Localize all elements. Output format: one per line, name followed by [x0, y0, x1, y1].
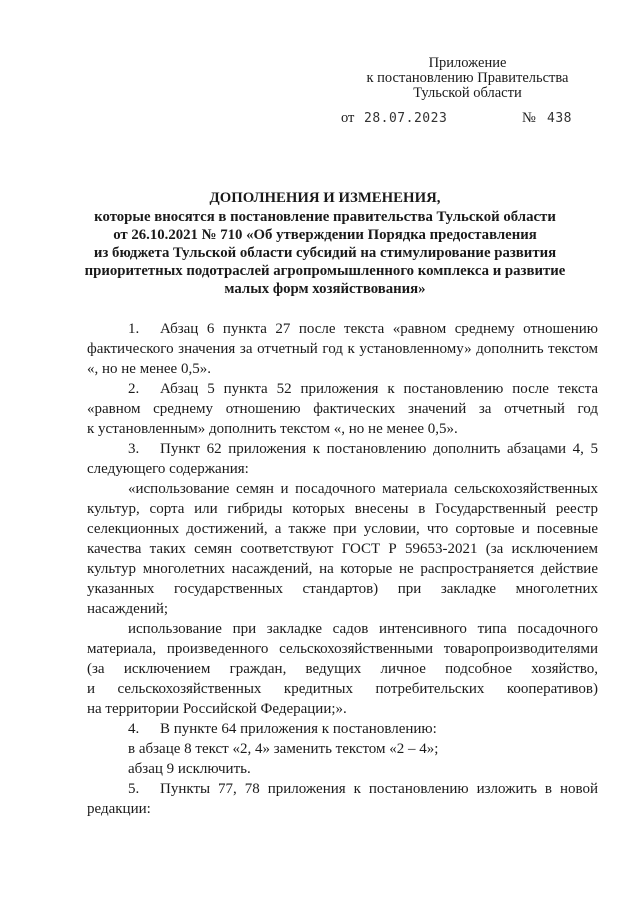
document-number: 438 [547, 111, 572, 126]
item-3-number: 3. [128, 441, 140, 457]
item-2-line-3: к установленным» дополнить текстом «, но не менее 0,5». [87, 421, 458, 437]
date-prefix: от [341, 110, 355, 126]
document-date: 28.07.2023 [364, 111, 448, 126]
quote-2-line-3: (за исключением граждан, ведущих личное подсобное хозяйство, [87, 661, 598, 677]
quote-2-line-1: использование при закладке садов интенсивного типа посадочного [128, 621, 598, 637]
appendix-resolution: к постановлению Правительства [366, 70, 569, 86]
item-1-line-1: Абзац 6 пункта 27 после текста «равном среднему отношению [160, 321, 598, 337]
quote-1-line-2: культур, сорта или гибриды которых внесены в Государственный реестр [87, 501, 598, 517]
title-line-4: приоритетных подотраслей агропромышленного комплекса и развитие [84, 263, 566, 279]
item-5-number: 5. [128, 781, 140, 797]
item-2-line-2: «равном среднему отношению фактических значений за отчетный год [87, 401, 598, 417]
appendix-region: Тульской области [413, 85, 522, 101]
item-3-line-2: следующего содержания: [87, 461, 249, 477]
item-4-line-2: в абзаце 8 текст «2, 4» заменить текстом «2 – 4»; [128, 741, 439, 757]
item-3-line-1: Пункт 62 приложения к постановлению дополнить абзацами 4, 5 [160, 441, 598, 457]
quote-2-line-2: материала, произведенного сельскохозяйственными товаропроизводителями [87, 641, 598, 657]
item-5-line-1: Пункты 77, 78 приложения к постановлению изложить в новой [160, 781, 598, 797]
item-1-number: 1. [128, 321, 140, 337]
quote-1-line-5: культур многолетних насаждений, на которые не распространяется действие [87, 561, 598, 577]
number-sign: № [522, 110, 536, 126]
title-line-5: малых форм хозяйствования» [224, 281, 426, 297]
item-5-line-2: редакции: [87, 801, 151, 817]
quote-1-line-3: селекционных достижений, а также при условии, что сортовые и посевные [87, 521, 598, 537]
document-title: ДОПОЛНЕНИЯ И ИЗМЕНЕНИЯ, [209, 190, 441, 206]
title-line-3: из бюджета Тульской области субсидий на стимулирование развития [93, 245, 557, 261]
quote-1-line-7: насаждений; [87, 601, 169, 617]
item-4-number: 4. [128, 721, 140, 737]
item-4-line-1: В пункте 64 приложения к постановлению: [160, 721, 437, 737]
item-4-line-3: абзац 9 исключить. [128, 761, 251, 777]
title-line-2: от 26.10.2021 № 710 «Об утверждении Порядка предоставления [113, 227, 537, 243]
item-2-line-1: Абзац 5 пункта 52 приложения к постановлению после текста [160, 381, 598, 397]
quote-2-line-5: на территории Российской Федерации;». [87, 701, 347, 717]
item-1-line-2: фактического значения за отчетный год к установленному» дополнить текстом [87, 341, 598, 357]
quote-1-line-1: «использование семян и посадочного материала сельскохозяйственных [128, 481, 598, 497]
quote-1-line-4: качества таких семян соответствуют ГОСТ Р 59653-2021 (за исключением [87, 541, 598, 557]
quote-2-line-4: и сельскохозяйственных кредитных потребительских кооперативов) [87, 681, 598, 697]
item-1-line-3: «, но не менее 0,5». [87, 361, 211, 377]
item-2-number: 2. [128, 381, 140, 397]
title-line-1: которые вносятся в постановление правительства Тульской области [94, 209, 556, 225]
appendix-label: Приложение [428, 55, 507, 71]
quote-1-line-6: указанных государственных стандартов) при закладке многолетних [87, 581, 598, 597]
